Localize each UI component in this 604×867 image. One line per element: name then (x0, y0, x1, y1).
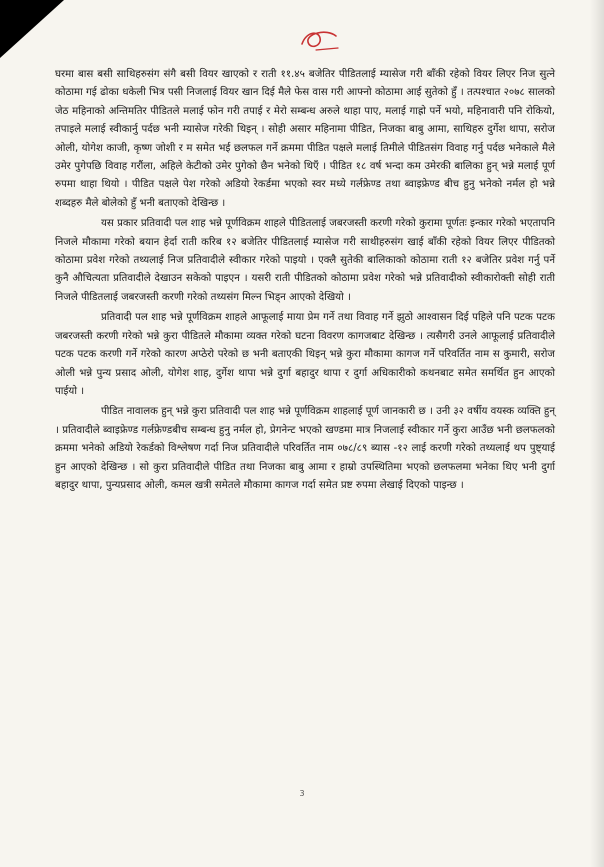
document-body (55, 66, 555, 497)
page-number: 3 (299, 789, 305, 798)
page-edge-shadow (590, 0, 604, 867)
folded-corner (0, 0, 64, 58)
paragraph-3: प्रतिवादी पल शाह भन्ने पूर्णविक्रम शाहले आफूलाई माया प्रेम गर्ने तथा विवाह गर्ने झुठो आश्वासन दिई पहिले पनि पटक पटक जबरजस्ती करणी गरेको भन्ने कुरा पीडितले मौकामा व्यक्त गरेको घटना विवरण कागजबाट देखिन्छ । त्यसैगरी उनले आफूलाई प्रतिवादीले पटक पटक करणी गर्ने गरेको कारण अप्ठेरो परेको छ भनी बताएकी थिइन् भन्ने कुरा मौकामा कागज गर्ने परिवर्तित नाम स कुमारी, सरोज ओली भन्ने पुन्य प्रसाद ओली, योगेश शाह, दुर्गेश थापा भन्ने दुर्गा बहादुर थापा र दुर्गा अधिकारीको कथनबाट समेत समर्थित हुन आएको पाईयो । (55, 312, 555, 397)
handwritten-signature (296, 26, 344, 54)
paragraph-2: यस प्रकार प्रतिवादी पल शाह भन्ने पूर्णविक्रम शाहले पीडितलाई जबरजस्ती करणी गरेको कुरामा पूर्णतः इन्कार गरेको भएतापनि निजले मौकामा गरेको बयान हेर्दा राती करिब १२ बजेतिर पीडितलाई म्यासेज गरी साथीहरुसंग खाई बाँकी रहेको वियर लिएर पीडितको कोठामा प्रवेश गरेको तथ्यलाई निज प्रतिवादीले स्वीकार गरेको पाइयो । एक्लै सुतेकी बालिकाको कोठामा राती १२ बजेतिर प्रवेश गर्नु पर्ने कुनै औचित्यता प्रतिवादीले देखाउन सकेको पाइएन । यसरी राती पीडितको कोठामा प्रवेश गरेको भन्ने प्रतिवादीको स्वीकारोक्ती सोही राती निजले पीडितलाई जबरजस्ती करणी गरेको तथ्यसंग मिल्न भिड्न आएको देखियो । (55, 218, 555, 303)
paragraph-1: घरमा बास बसी साथिहरुसंग संगै बसी वियर खाएको र राती ११.४५ बजेतिर पीडितलाई म्यासेज गरी बाँकी रहेको वियर लिएर निज सुत्ने कोठामा गई ढोका धकेली भित्र पसी निजलाई वियर खान दिई मैले फेस वास गरी आफ्नो कोठामा आई सुतेको हुँ । तत्पश्चात २०७८ सालको जेठ महिनाको अन्तिमतिर पीडितले मलाई फोन गरी तपाई र मेरो सम्बन्ध अरुले थाहा पाए, मलाई गाह्रो पर्ने भयो, महिनावारी पनि रोकियो, तपाइले मलाई स्वीकार्नु पर्दछ भनी म्यासेज गरेकी थिइन् । सोही असार महिनामा पीडित, निजका बाबु आमा, साथिहरु दुर्गेश थापा, सरोज ओली, योगेश काजी, कृष्ण जोशी र म समेत भई छलफल गर्ने क्रममा पीडित पक्षले मलाई तिमीले पीडितसंग विवाह गर्नु पर्दछ भनेकाले मैले उमेर पुगेपछि विवाह गरौंला, अहिले केटीको उमेर पुगेको छैन भनेको थिएँ । पीडित १८ वर्ष भन्दा कम उमेरकी बालिका हुन् भन्ने मलाई पूर्ण रुपमा थाहा थियो । पीडित पक्षले पेश गरेको अडियो रेकर्डमा भएको स्वर मध्ये गर्लफ्रेण्ड तथा ब्वाइफ्रेण्ड बीच हुनु भनेको नर्मल हो भन्ने शब्दहरु मैले बोलेको हुँ भनी बताएको देखिन्छ । (55, 69, 555, 209)
paragraph-4: पीडित नावालक हुन् भन्ने कुरा प्रतिवादी पल शाह भन्ने पूर्णविक्रम शाहलाई पूर्ण जानकारी छ । उनी ३२ वर्षीय वयस्क व्यक्ति हुन् । प्रतिवादीले ब्वाइफ्रेण्ड गर्लफ्रेण्डबीच सम्बन्ध हुनु नर्मल हो, प्रेगनेन्ट भएको खण्डमा मात्र निजलाई स्वीकार गर्ने कुरा आउँछ भनी छलफलको क्रममा भनेको अडियो रेकर्डको विश्लेषण गर्दा निज प्रतिवादीले परिवर्तित नाम ०७८/८९ ब्यास -१२ लाई करणी गरेको तथ्यलाई थप पुष्ट्याई हुन आएको देखिन्छ । सो कुरा प्रतिवादीले पीडित तथा निजका बाबु आमा र हाम्रो उपस्थितिमा भएको छलफलमा भनेका थिए भनी दुर्गा बहादुर थापा, पुन्यप्रसाद ओली, कमल खत्री समेतले मौकामा कागज गर्दा समेत प्रष्ट रुपमा लेखाई दिएको पाइन्छ । (55, 406, 555, 491)
